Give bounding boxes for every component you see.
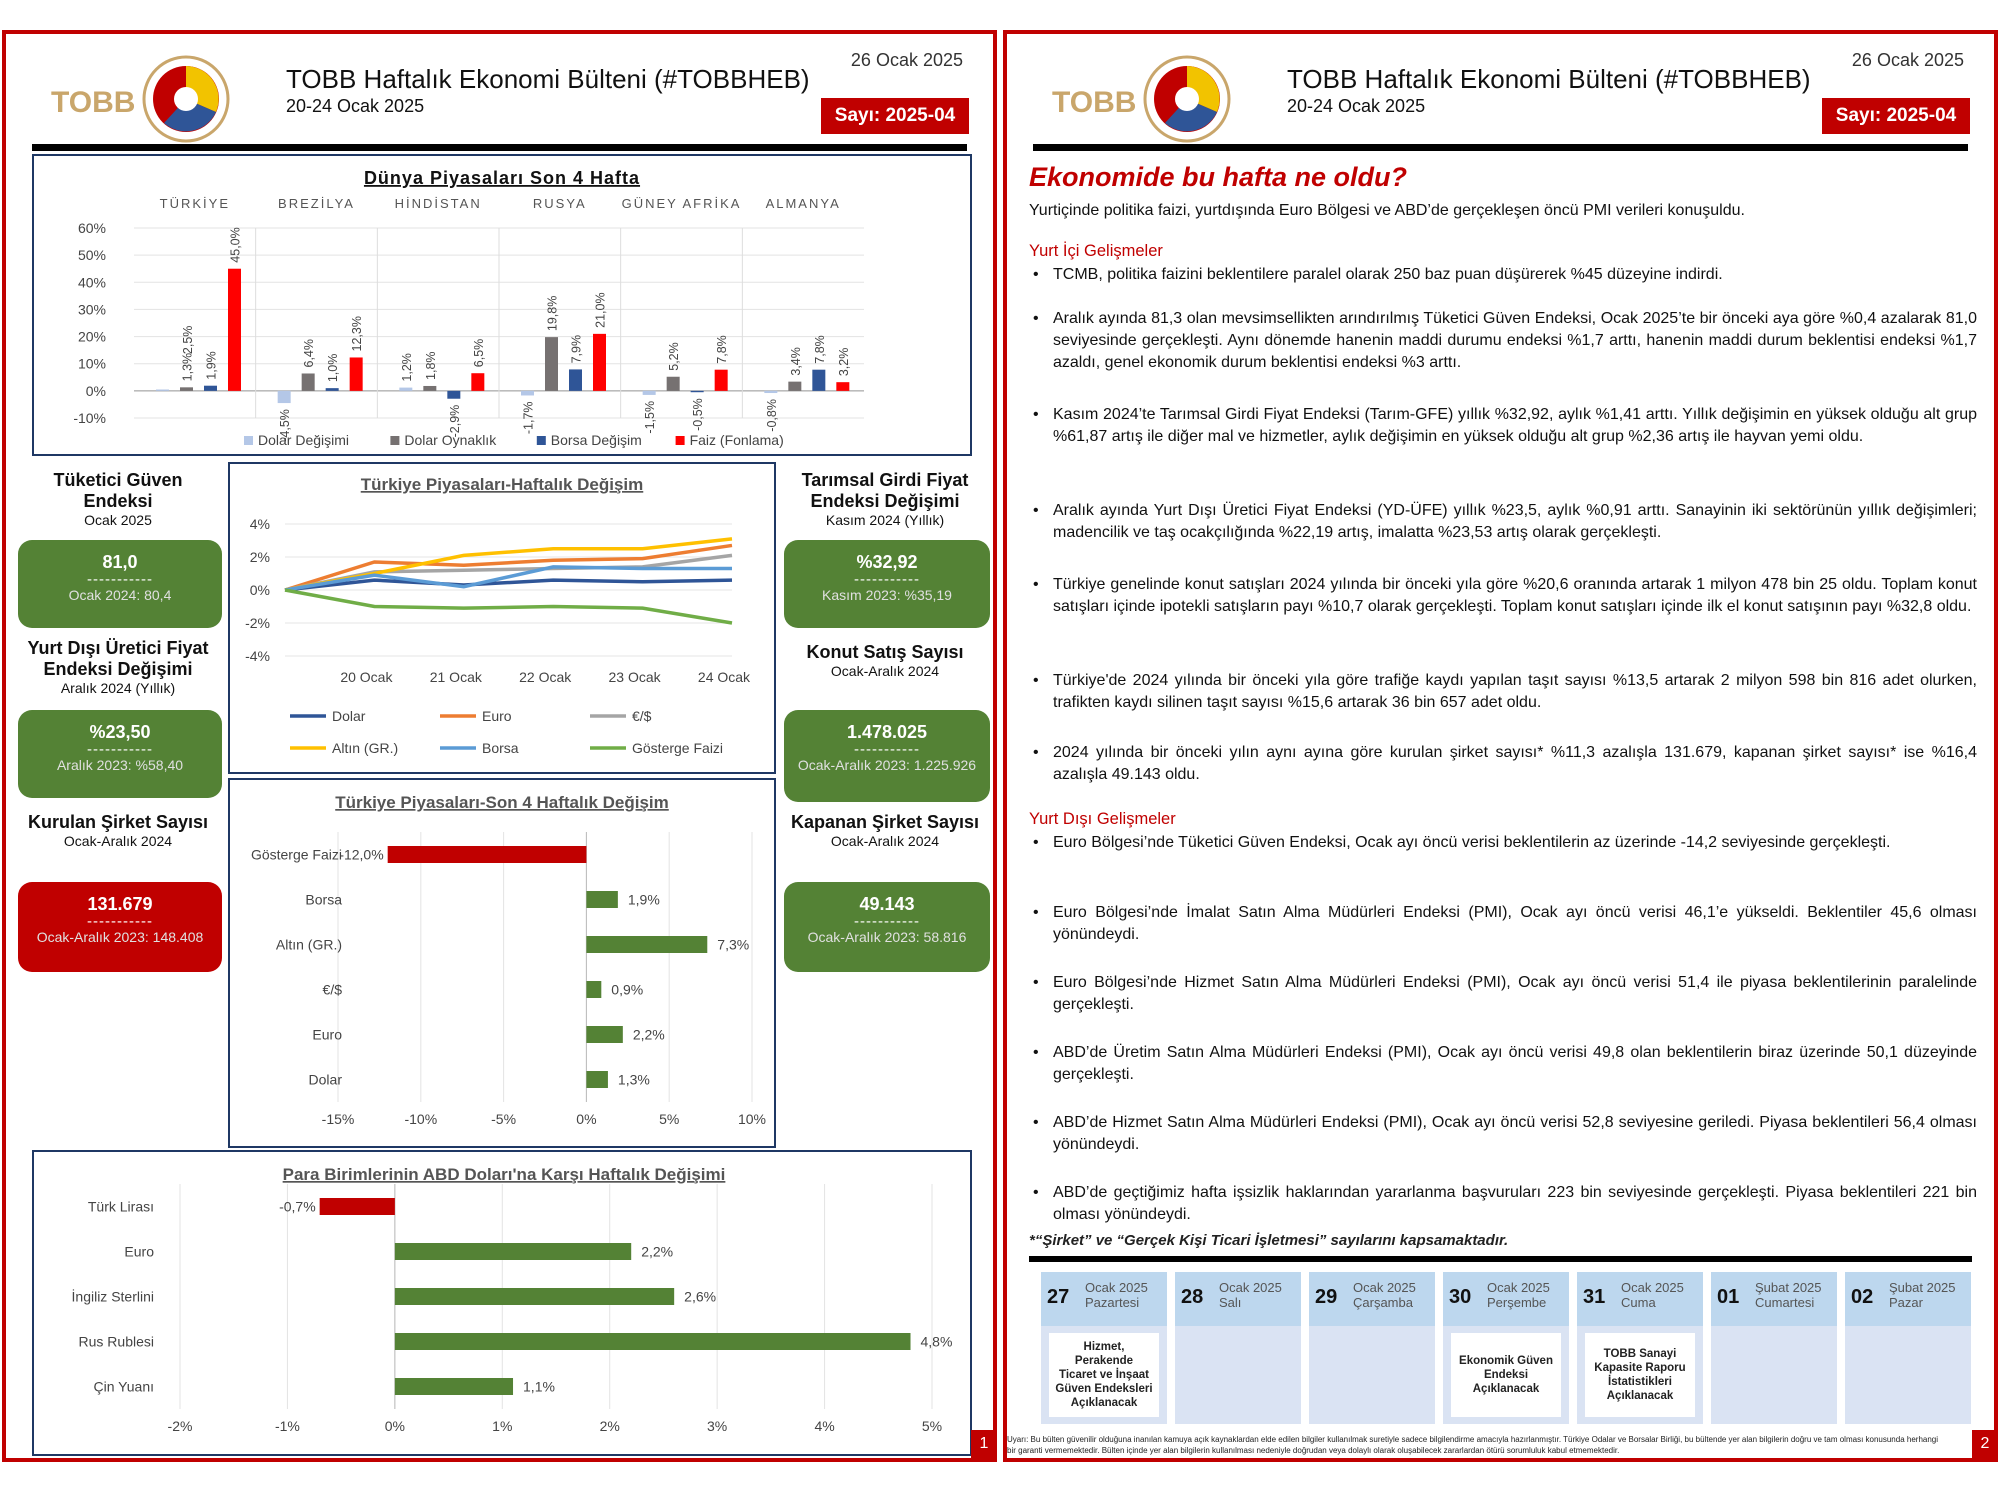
bar (326, 388, 339, 391)
domestic-heading: Yurt İçi Gelişmeler (1029, 242, 1163, 260)
calendar-event: Ekonomik Güven Endeksi Açıklanacak (1443, 1326, 1569, 1424)
x-tick-label: -15% (321, 1111, 355, 1127)
data-label: -0,5% (691, 398, 706, 431)
bar (764, 391, 777, 393)
bar (302, 373, 315, 390)
x-tick-label: 1% (492, 1418, 513, 1434)
stat-housing-sales: 1.478.025 ----------- Ocak-Aralık 2023: 1.225.926 (784, 710, 990, 802)
data-label: 19,8% (545, 295, 560, 332)
stat-consumer-confidence-title: Tüketici Güven Endeksi Ocak 2025 (53, 470, 183, 528)
footnote: *“Şirket” ve “Gerçek Kişi Ticari İşletmesi” sayılarını kapsamaktadır. (1029, 1232, 1509, 1249)
bar (320, 1198, 395, 1215)
data-label: 3,4% (788, 347, 803, 376)
x-tick-label: 21 Ocak (429, 669, 482, 685)
stat-agri-input: %32,92 ----------- Kasım 2023: %35,19 (784, 540, 990, 628)
bar (156, 390, 169, 391)
calendar-event (1309, 1326, 1435, 1424)
legend-swatch (390, 436, 399, 445)
bar (586, 981, 601, 998)
bar (423, 386, 436, 391)
x-tick-label: -10% (404, 1111, 438, 1127)
data-label: -2,9% (447, 404, 462, 438)
data-label: 6,5% (471, 338, 486, 368)
news-item: • Euro Bölgesi’nde İmalat Satın Alma Müdürleri Endeksi (PMI), Ocak ayı öncü verisi 46,1’e yükseldi. Beklentiler 45,6 olması yönündeydi. (1029, 902, 1977, 946)
calendar-event (1711, 1326, 1837, 1424)
x-tick-label: 2% (599, 1418, 620, 1434)
calendar-day (1711, 1272, 1837, 1424)
calendar-day-number: 28 (1181, 1286, 1204, 1308)
calendar-event: TOBB Sanayi Kapasite Raporu İstatistikleri Açıklanacak (1577, 1326, 1703, 1424)
calendar-day-number: 01 (1717, 1286, 1740, 1308)
four-week-change-chart (228, 778, 776, 1148)
data-label: 1,1% (523, 1378, 555, 1395)
news-intro: Yurtiçinde politika faizi, yurtdışında Euro Bölgesi ve ABD’de gerçekleşen öncü PMI verileri konuşuldu. (1029, 202, 1745, 219)
category-label: Euro (124, 1243, 154, 1260)
data-label: -1,7% (521, 401, 536, 435)
calendar-day-month: Ocak 2025 Perşembe (1487, 1280, 1550, 1310)
bar (395, 1288, 674, 1305)
calendar-day-header (1175, 1272, 1301, 1326)
data-label: 2,2% (632, 1026, 665, 1043)
bar (643, 391, 656, 395)
bar (180, 387, 193, 391)
bar (812, 370, 825, 391)
y-tick-label: 40% (77, 274, 106, 291)
tobb-logo (46, 42, 231, 152)
bar (278, 391, 291, 403)
data-label: 3,2% (836, 347, 851, 377)
x-tick-label: -5% (491, 1111, 517, 1127)
legend-label: Faiz (Fonlama) (689, 432, 784, 448)
calendar-day (1577, 1272, 1703, 1424)
news-item: • Türkiye'de 2024 yılında bir önceki yıla göre trafiğe kaydı yapılan taşıt sayısı %13,5 artarak 2 milyon 598 bin 816 adet olurken, trafikten kaydı silinen taşıt sayısı %15,6 artarak 36 bin 657 adet oldu. (1029, 670, 1977, 714)
data-label: 1,3% (617, 1071, 650, 1088)
news-item: • Aralık ayında Yurt Dışı Üretici Fiyat Endeksi (YD-ÜFE) yıllık %23,5, aylık %0,91 arttı. Sanayinin iki sektörünün yıllık değişimleri; madencilik ve taş ocakçılığında %22,19 artış, imalatta %23,53 artış olarak gerçekleşti. (1029, 500, 1977, 544)
bar (715, 370, 728, 391)
y-tick-label: 50% (77, 247, 106, 264)
bar (788, 382, 801, 391)
data-label: 45,0% (228, 227, 243, 263)
data-label: -0,8% (764, 399, 779, 432)
calendar-day-month: Şubat 2025 Pazar (1889, 1280, 1956, 1310)
bar (399, 388, 412, 391)
calendar-day-header (1443, 1272, 1569, 1326)
header-rule (1033, 144, 1968, 151)
bar (586, 891, 617, 908)
bar (569, 369, 582, 390)
disclaimer: Uyarı: Bu bülten güvenilir olduğuna inanılan kamuya açık kaynaklardan elde edilen bilgiler kullanılmak suretiyle sadece bilgilendirme amacıyla hazırlanmıştır. Türkiye Odalar ve Borsalar Birliği, bu bültende yer alan bilgilerin doğru ve tam olması konusunda herhangi bir garanti vermemektedir. Bülten içinde yer alan bilgilerin kullanılması nedeniyle doğrudan veya dolaylı olarak oluşabilecek zararlardan ötürü sorumluluk kabul etmemektedir. (1007, 1435, 1939, 1455)
legend-label: Dolar Oynaklık (404, 432, 497, 448)
x-tick-label: 0% (576, 1111, 597, 1127)
news-item: • ABD’de Hizmet Satın Alma Müdürleri Endeksi (PMI), Ocak ayı öncü verisi 52,8 seviyesine geriledi. Piyasa beklentileri 56,4 olması yönündeydi. (1029, 1112, 1977, 1156)
bar (204, 386, 217, 391)
header-rule (32, 144, 967, 151)
bar (691, 391, 704, 392)
category-label: Çin Yuanı (93, 1378, 154, 1395)
calendar-event: Hizmet, Perakende Ticaret ve İnşaat Güven Endeksleri Açıklanacak (1041, 1326, 1167, 1424)
x-tick-label: 24 Ocak (697, 669, 751, 685)
category-label: Euro (312, 1026, 342, 1043)
legend-label: Dolar Değişimi (258, 432, 350, 448)
stat-foreign-ppi-title: Yurt Dışı Üretici Fiyat Endeksi Değişimi Aralık 2024 (Yıllık) (27, 638, 209, 696)
category-label: Türk Lirası (87, 1198, 154, 1215)
stat-new-companies: 131.679 ----------- Ocak-Aralık 2023: 148.408 (18, 882, 222, 972)
category-label: Gösterge Faizi (250, 846, 342, 863)
bar (586, 936, 707, 953)
legend-label: Gösterge Faizi (632, 740, 724, 756)
legend-swatch (676, 436, 685, 445)
calendar-day-header (1309, 1272, 1435, 1326)
currency-vs-usd-chart (32, 1150, 972, 1456)
y-tick-label: 0% (85, 382, 106, 399)
calendar-event (1845, 1326, 1971, 1424)
bar (388, 846, 587, 863)
data-label: -1,5% (643, 400, 658, 434)
legend-label: Borsa Değişim (550, 432, 642, 448)
y-tick-label: -10% (73, 410, 106, 426)
series-line (285, 580, 732, 590)
y-tick-label: 4% (249, 516, 270, 532)
x-tick-label: 23 Ocak (608, 669, 661, 685)
calendar-day-month: Ocak 2025 Çarşamba (1353, 1280, 1416, 1310)
calendar-day-month: Ocak 2025 Pazartesi (1085, 1280, 1148, 1310)
chart-title: Türkiye Piyasaları-Son 4 Haftalık Değişim (335, 793, 669, 812)
y-tick-label: 30% (77, 301, 106, 318)
bar (447, 391, 460, 399)
stat-closed-companies-title: Kapanan Şirket Sayısı Ocak-Aralık 2024 (790, 812, 980, 849)
data-label: -12,0% (339, 846, 384, 863)
foreign-heading: Yurt Dışı Gelişmeler (1029, 810, 1176, 828)
y-tick-label: -4% (245, 648, 270, 664)
category-label: ALMANYA (765, 196, 841, 211)
chart-title: Türkiye Piyasaları-Haftalık Değişim (360, 475, 644, 494)
bar (586, 1071, 608, 1088)
issue-badge: Sayı: 2025-04 (1822, 98, 1970, 134)
bar (228, 269, 241, 391)
bulletin-date: 26 Ocak 2025 (850, 50, 963, 70)
data-label: 1,0% (326, 353, 341, 383)
bulletin-week: 20-24 Ocak 2025 (286, 96, 425, 116)
y-tick-label: 2% (249, 549, 270, 565)
calendar-day-header (1577, 1272, 1703, 1326)
news-title: Ekonomide bu hafta ne oldu? (1029, 162, 1407, 192)
news-item: • Euro Bölgesi’nde Hizmet Satın Alma Müdürleri Endeksi (PMI), Ocak ayı öncü verisi 51,4 ile piyasa beklentilerinin paralelinde gerçekleşti. (1029, 972, 1977, 1016)
bar (395, 1378, 513, 1395)
bulletin-page-2 (1003, 30, 1998, 1462)
x-tick-label: 3% (707, 1418, 728, 1434)
y-tick-label: -2% (245, 615, 270, 631)
weekly-change-chart (228, 462, 776, 774)
bar (521, 391, 534, 396)
legend-label: Dolar (332, 708, 366, 724)
category-label: Borsa (305, 891, 342, 908)
bulletin-title: TOBB Haftalık Ekonomi Bülteni (#TOBBHEB) (286, 64, 810, 94)
calendar-day (1845, 1272, 1971, 1424)
tobb-logo (1047, 42, 1232, 152)
data-label: 5,2% (667, 342, 682, 371)
calendar-day-number: 27 (1047, 1286, 1070, 1308)
x-tick-label: -1% (274, 1418, 300, 1434)
legend-label: Altın (GR.) (332, 740, 399, 756)
bulletin-week: 20-24 Ocak 2025 (1287, 96, 1426, 116)
news-item: • Türkiye genelinde konut satışları 2024 yılında bir önceki yıla göre %20,6 oranında artarak 1 milyon 478 bin 25 oldu. Toplam konut satışları içinde ipotekli satışların payı %10,7 olarak gerçekleşti. Toplam konut satışları içinde ilk el konut satışının payı %32,8 oldu. (1029, 574, 1977, 618)
stat-foreign-ppi: %23,50 ----------- Aralık 2023: %58,40 (18, 710, 222, 798)
bar (395, 1333, 911, 1350)
x-tick-label: 4% (814, 1418, 835, 1434)
data-label: 1,2% (399, 353, 414, 382)
page-number-1: 1 (971, 1430, 997, 1458)
category-label: HİNDİSTAN (394, 196, 482, 211)
news-item: • Euro Bölgesi’nde Tüketici Güven Endeksi, Ocak ayı öncü verisi beklentilerin az üzerinde -14,2 seviyesinde gerçekleşti. (1029, 832, 1977, 854)
data-label: 1,3% (180, 352, 195, 382)
news-item: • ABD’de Üretim Satın Alma Müdürleri Endeksi (PMI), Ocak ayı öncü verisi 49,8 olan beklentilerin biraz üzerinde 50,1 düzeyinde gerçekleşti. (1029, 1042, 1977, 1086)
category-label: Dolar (308, 1071, 342, 1088)
data-label: 1,8% (423, 351, 438, 380)
world-markets-svg (34, 156, 970, 454)
news-item: • Aralık ayında 81,3 olan mevsimsellikten arındırılmış Tüketici Güven Endeksi, Ocak 2025’te bir önceki aya göre %0,4 azalarak 81,0 seviyesinde gerçekleşti. Aynı dönemde hanenin maddi durumu endeksi %1,7 arttı, hanenin maddi durum beklentisi endeksi %1,7 azaldı, genel ekonomik durum beklentisi endeksi %3 arttı. (1029, 308, 1977, 374)
issue-badge: Sayı: 2025-04 (821, 98, 969, 134)
series-line (285, 555, 732, 590)
calendar-event (1175, 1326, 1301, 1424)
bulletin-title: TOBB Haftalık Ekonomi Bülteni (#TOBBHEB) (1287, 64, 1811, 94)
calendar-rule (1029, 1256, 1972, 1262)
bulletin-date: 26 Ocak 2025 (1851, 50, 1964, 70)
news-item: • ABD’de geçtiğimiz hafta işsizlik haklarından yararlanma başvuruları 223 bin seviyesinde gerçekleşti. Piyasa beklentileri 221 bin olması yönündeydi. (1029, 1182, 1977, 1226)
category-label: BREZİLYA (278, 196, 355, 211)
chart-title: Dünya Piyasaları Son 4 Hafta (363, 168, 641, 188)
category-label: GÜNEY AFRİKA (621, 196, 742, 211)
calendar-day-number: 02 (1851, 1286, 1874, 1308)
legend-swatch (244, 436, 253, 445)
calendar-day (1041, 1272, 1167, 1424)
x-tick-label: 5% (921, 1418, 943, 1434)
calendar-day-header (1041, 1272, 1167, 1326)
legend-label: €/$ (632, 708, 652, 724)
data-label: -4,5% (278, 409, 293, 442)
calendar-day (1175, 1272, 1301, 1424)
bar (350, 357, 363, 390)
data-label: 12,3% (350, 316, 365, 352)
news-item: • TCMB, politika faizini beklentilere paralel olarak 250 baz puan düşürerek %45 düzeyine indirdi. (1029, 264, 1977, 286)
category-label: €/$ (322, 981, 342, 998)
x-tick-label: 22 Ocak (519, 669, 572, 685)
data-label: 7,3% (717, 936, 750, 953)
chart-title: Para Birimlerinin ABD Doları'na Karşı Haftalık Değişimi (282, 1165, 726, 1184)
weekly-change-svg (230, 464, 774, 772)
x-tick-label: -2% (167, 1418, 193, 1434)
stat-consumer-confidence: 81,0 ----------- Ocak 2024: 80,4 (18, 540, 222, 628)
calendar-day-month: Ocak 2025 Cuma (1621, 1280, 1684, 1310)
legend-label: Euro (482, 708, 512, 724)
data-label: 4,8% (920, 1333, 953, 1350)
logo-text: TOBB (51, 86, 136, 119)
calendar-day (1309, 1272, 1435, 1424)
calendar-day-number: 30 (1449, 1286, 1472, 1308)
stat-closed-companies: 49.143 ----------- Ocak-Aralık 2023: 58.816 (784, 882, 990, 972)
data-label: 7,8% (812, 335, 827, 364)
bar (471, 373, 484, 391)
four-week-change-svg (230, 780, 774, 1146)
currency-vs-usd-svg (34, 1152, 970, 1454)
stat-housing-sales-title: Konut Satış Sayısı Ocak-Aralık 2024 (806, 642, 964, 679)
data-label: 21,0% (593, 292, 608, 328)
category-label: RUSYA (532, 196, 587, 211)
bulletin-page-1 (2, 30, 997, 1462)
calendar-day-month: Şubat 2025 Cumartesi (1755, 1280, 1822, 1310)
y-tick-label: 10% (77, 355, 106, 372)
data-label: 6,4% (302, 338, 317, 368)
data-label: 7,9% (569, 334, 584, 364)
category-label: Altın (GR.) (275, 936, 342, 953)
bar (836, 382, 849, 391)
data-label: 2,2% (641, 1243, 674, 1260)
data-label: -0,7% (279, 1198, 316, 1215)
series-line (285, 590, 732, 623)
stat-new-companies-title: Kurulan Şirket Sayısı Ocak-Aralık 2024 (27, 812, 209, 849)
bar (667, 377, 680, 391)
page-number-2: 2 (1972, 1430, 1998, 1458)
bar (395, 1243, 631, 1260)
y-tick-label: 0% (249, 582, 270, 598)
category-label: İngiliz Sterlini (71, 1288, 154, 1305)
data-label: 2,5% (181, 325, 195, 355)
data-label: 2,6% (684, 1288, 717, 1305)
bar (545, 337, 558, 391)
news-item: • Kasım 2024’te Tarımsal Girdi Fiyat Endeksi (Tarım-GFE) yıllık %32,92, aylık %1,41 arttı. Yıllık değişimin en yüksek olduğu alt grup %61,87 artış ile diğer mal ve hizmetler, aylık değişimin en yüksek olduğu alt grup %2,36 artış ile hayvan yemi oldu. (1029, 404, 1977, 448)
data-label: 7,8% (715, 335, 730, 364)
calendar-day-month: Ocak 2025 Salı (1219, 1280, 1282, 1310)
data-label: 1,9% (204, 351, 219, 380)
category-label: TÜRKİYE (159, 196, 231, 211)
calendar-day-number: 29 (1315, 1286, 1338, 1308)
bar (593, 334, 606, 391)
x-tick-label: 10% (737, 1111, 767, 1127)
world-markets-chart (32, 154, 972, 456)
x-tick-label: 0% (384, 1418, 405, 1434)
bar (586, 1026, 622, 1043)
legend-swatch (537, 436, 546, 445)
legend-label: Borsa (482, 740, 519, 756)
calendar-day-header (1845, 1272, 1971, 1326)
x-tick-label: 20 Ocak (340, 669, 393, 685)
news-item: • 2024 yılında bir önceki yılın aynı ayına göre kurulan şirket sayısı* %11,3 azalışla 131.679, kapanan şirket sayısı* ise %16,4 azalışla 49.143 oldu. (1029, 742, 1977, 786)
category-label: Rus Rublesi (78, 1333, 154, 1350)
data-label: 1,9% (627, 891, 660, 908)
stat-agri-input-title: Tarımsal Girdi Fiyat Endeksi Değişimi Kasım 2024 (Yıllık) (801, 470, 969, 528)
calendar-day-number: 31 (1583, 1286, 1606, 1308)
y-tick-label: 20% (77, 328, 106, 345)
calendar-day-header (1711, 1272, 1837, 1326)
x-tick-label: 5% (659, 1111, 680, 1127)
calendar-day (1443, 1272, 1569, 1424)
y-tick-label: 60% (77, 220, 106, 236)
data-label: 0,9% (611, 981, 644, 998)
logo-text: TOBB (1052, 86, 1137, 119)
